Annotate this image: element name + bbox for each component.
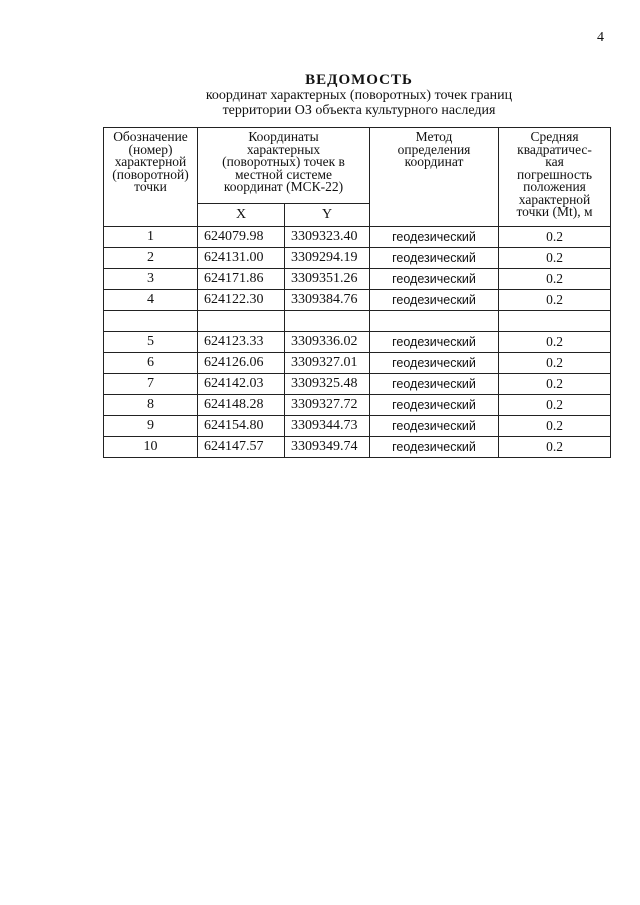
x-coordinate-cell: 624123.33: [198, 332, 285, 353]
document-title: ВЕДОМОСТЬ: [305, 72, 413, 88]
empty-cell: [370, 311, 499, 332]
coordinates-table: [103, 127, 611, 458]
document-subtitle-line-2: территории ОЗ объекта культурного наследия: [222, 103, 496, 118]
x-coordinate-cell: 624126.06: [198, 353, 285, 374]
table-row: [104, 290, 611, 311]
table-row: [104, 269, 611, 290]
method-cell: геодезический: [370, 416, 499, 437]
y-coordinate-cell: 3309349.74: [285, 437, 370, 458]
mean-error-cell: 0.2: [499, 248, 611, 269]
method-cell: геодезический: [370, 353, 499, 374]
point-number-cell: 4: [104, 290, 198, 311]
empty-cell: [499, 311, 611, 332]
header-method: [370, 128, 499, 227]
y-coordinate-cell: 3309351.26: [285, 269, 370, 290]
header-coords-line: (поворотных) точек в: [222, 154, 345, 169]
y-coordinate-cell: 3309327.01: [285, 353, 370, 374]
point-number-cell: 7: [104, 374, 198, 395]
mean-error-cell: 0.2: [499, 269, 611, 290]
header-point-line: характерной: [114, 154, 187, 169]
point-number-cell: 10: [104, 437, 198, 458]
table-row: [104, 374, 611, 395]
x-coordinate-cell: 624171.86: [198, 269, 285, 290]
point-number-cell: 5: [104, 332, 198, 353]
method-cell: геодезический: [370, 437, 499, 458]
x-coordinate-cell: 624147.57: [198, 437, 285, 458]
header-x: X: [198, 204, 285, 227]
header-y: Y: [285, 204, 370, 227]
method-cell: геодезический: [370, 290, 499, 311]
y-coordinate-cell: 3309294.19: [285, 248, 370, 269]
method-cell: геодезический: [370, 269, 499, 290]
header-coordinates: [198, 128, 370, 204]
x-coordinate-cell: 624131.00: [198, 248, 285, 269]
table-row: [104, 332, 611, 353]
header-error-line: кая: [545, 154, 564, 169]
header-point-line: (поворотной): [112, 166, 189, 182]
header-point-line: точки: [134, 179, 167, 194]
table-row: [104, 227, 611, 248]
y-coordinate-cell: 3309325.48: [285, 374, 370, 395]
empty-cell: [198, 311, 285, 332]
x-coordinate-cell: 624148.28: [198, 395, 285, 416]
y-coordinate-cell: 3309327.72: [285, 395, 370, 416]
header-method-line: определения: [397, 141, 471, 157]
document-title-block: [100, 72, 618, 118]
header-coords-line: Координаты: [248, 129, 319, 144]
table-row: [104, 248, 611, 269]
header-mean-square-error: [499, 128, 611, 227]
empty-separator-row: [104, 311, 611, 332]
header-coords-line: местной системе: [235, 166, 332, 182]
header-error-line: Средняя: [530, 129, 579, 144]
x-coordinate-cell: 624122.30: [198, 290, 285, 311]
y-coordinate-cell: 3309344.73: [285, 416, 370, 437]
mean-error-cell: 0.2: [499, 374, 611, 395]
table-row: [104, 395, 611, 416]
mean-error-cell: 0.2: [499, 227, 611, 248]
point-number-cell: 8: [104, 395, 198, 416]
method-cell: геодезический: [370, 374, 499, 395]
mean-error-cell: 0.2: [499, 416, 611, 437]
header-method-line: Метод: [415, 129, 453, 144]
header-error-line: характерной: [518, 191, 591, 207]
point-number-cell: 3: [104, 269, 198, 290]
x-coordinate-cell: 624079.98: [198, 227, 285, 248]
header-error-line: положения: [523, 179, 586, 194]
point-number-cell: 1: [104, 227, 198, 248]
method-cell: геодезический: [370, 248, 499, 269]
method-cell: геодезический: [370, 395, 499, 416]
header-point-designation: [104, 128, 198, 227]
point-number-cell: 9: [104, 416, 198, 437]
y-coordinate-cell: 3309336.02: [285, 332, 370, 353]
empty-cell: [285, 311, 370, 332]
header-error-line: квадратичес-: [517, 141, 592, 157]
x-coordinate-cell: 624142.03: [198, 374, 285, 395]
header-error-line: точки (Mt), м: [516, 204, 593, 219]
mean-error-cell: 0.2: [499, 437, 611, 458]
mean-error-cell: 0.2: [499, 395, 611, 416]
header-point-line: (номер): [128, 141, 173, 157]
page-number: 4: [597, 30, 604, 45]
method-cell: геодезический: [370, 332, 499, 353]
header-coords-line: характерных: [246, 141, 321, 157]
table-body: [104, 227, 611, 458]
table-row: [104, 353, 611, 374]
y-coordinate-cell: 3309384.76: [285, 290, 370, 311]
table-row: [104, 416, 611, 437]
mean-error-cell: 0.2: [499, 353, 611, 374]
empty-cell: [104, 311, 198, 332]
header-point-line: Обозначение: [113, 129, 188, 144]
table-header-row: [104, 128, 611, 204]
header-method-line: координат: [404, 154, 464, 169]
mean-error-cell: 0.2: [499, 290, 611, 311]
y-coordinate-cell: 3309323.40: [285, 227, 370, 248]
table-row: [104, 437, 611, 458]
point-number-cell: 6: [104, 353, 198, 374]
document-subtitle-line-1: координат характерных (поворотных) точек границ: [205, 88, 513, 103]
x-coordinate-cell: 624154.80: [198, 416, 285, 437]
point-number-cell: 2: [104, 248, 198, 269]
mean-error-cell: 0.2: [499, 332, 611, 353]
method-cell: геодезический: [370, 227, 499, 248]
header-error-line: погрешность: [517, 166, 593, 182]
header-coords-line: координат (МСК-22): [223, 179, 344, 194]
